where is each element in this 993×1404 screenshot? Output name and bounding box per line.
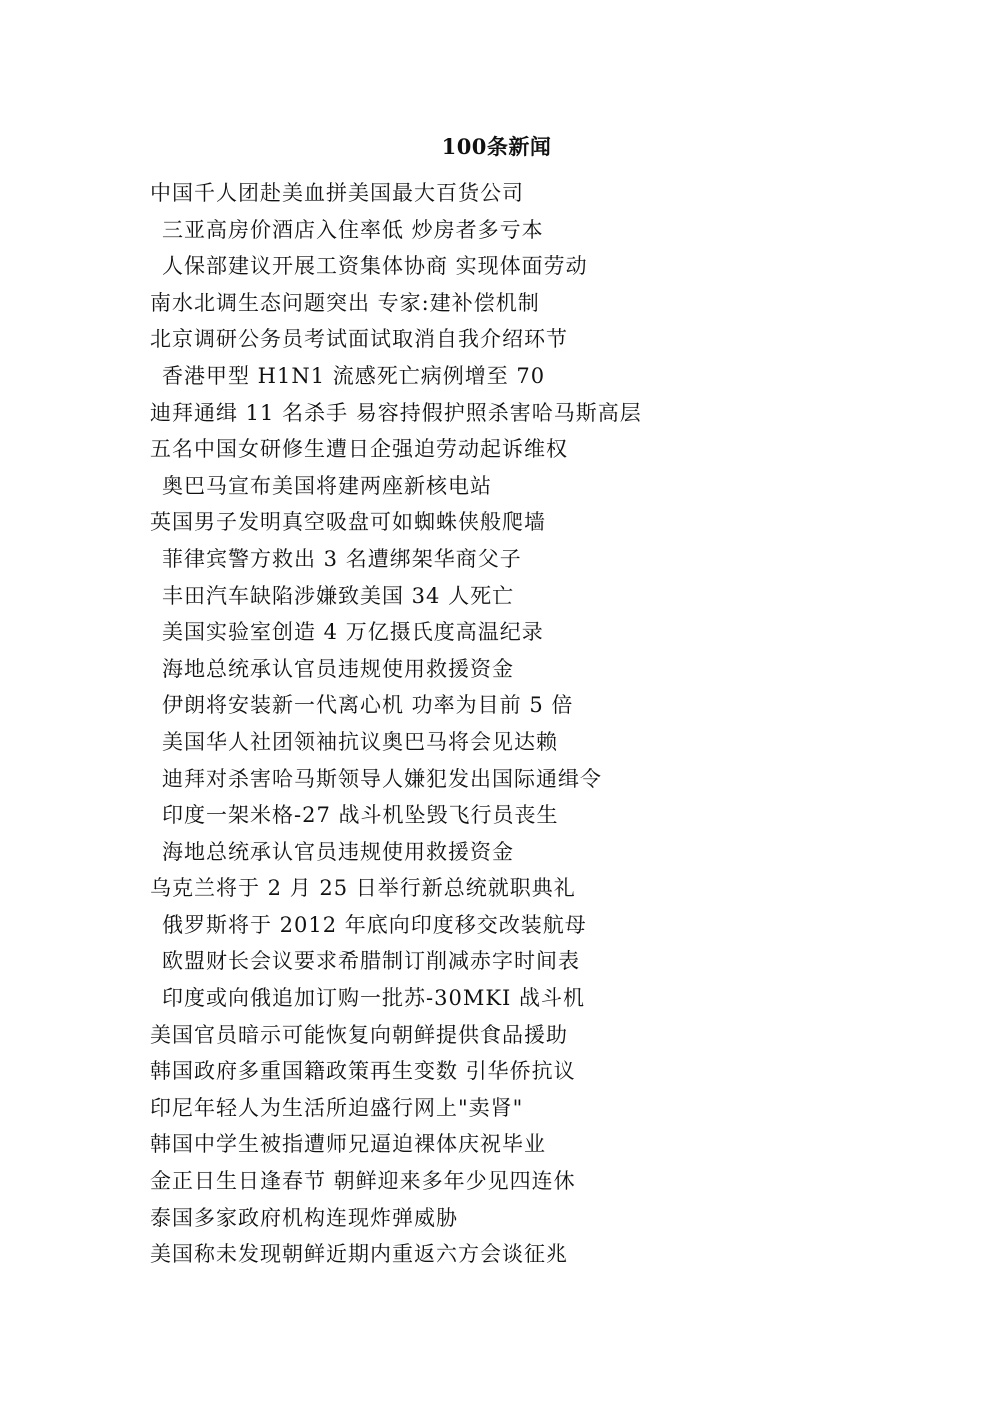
news-headline-list [150, 175, 910, 1273]
news-headline: 菲律宾警方救出 3 名遭绑架华商父子 [162, 546, 522, 571]
news-headline: 印度或向俄追加订购一批苏-30MKI 战斗机 [162, 986, 585, 1011]
news-headline: 美国称未发现朝鲜近期内重返六方会谈征兆 [150, 1242, 568, 1267]
news-headline: 乌克兰将于 2 月 25 日举行新总统就职典礼 [150, 876, 576, 901]
news-headline: 美国华人社团领袖抗议奥巴马将会见达赖 [162, 729, 558, 754]
news-headline: 印度一架米格-27 战斗机坠毁飞行员丧生 [162, 803, 559, 828]
news-headline: 迪拜通缉 11 名杀手 易容持假护照杀害哈马斯高层 [150, 400, 642, 425]
news-headline: 人保部建议开展工资集体协商 实现体面劳动 [162, 254, 588, 279]
news-headline: 海地总统承认官员违规使用救援资金 [162, 656, 514, 681]
news-headline: 奥巴马宣布美国将建两座新核电站 [162, 473, 492, 498]
news-headline: 南水北调生态问题突出 专家:建补偿机制 [150, 290, 540, 315]
news-headline: 韩国中学生被指遭师兄逼迫裸体庆祝毕业 [150, 1132, 546, 1157]
news-headline: 丰田汽车缺陷涉嫌致美国 34 人死亡 [162, 583, 515, 608]
news-headline: 香港甲型 H1N1 流感死亡病例增至 70 [162, 363, 546, 388]
news-headline: 金正日生日逢春节 朝鲜迎来多年少见四连休 [150, 1169, 576, 1194]
news-headline: 韩国政府多重国籍政策再生变数 引华侨抗议 [150, 1059, 576, 1084]
news-headline: 五名中国女研修生遭日企强迫劳动起诉维权 [150, 437, 568, 462]
news-headline: 欧盟财长会议要求希腊制订削减赤字时间表 [162, 949, 580, 974]
news-headline: 泰国多家政府机构连现炸弹威胁 [150, 1205, 458, 1230]
news-headline: 俄罗斯将于 2012 年底向印度移交改装航母 [162, 912, 587, 937]
news-headline: 中国千人团赴美血拼美国最大百货公司 [150, 181, 524, 205]
news-headline: 印尼年轻人为生活所迫盛行网上"卖肾" [150, 1095, 524, 1120]
news-headline: 海地总统承认官员违规使用救援资金 [162, 839, 514, 864]
news-headline: 三亚高房价酒店入住率低 炒房者多亏本 [162, 217, 544, 242]
document-title: 100条新闻 [441, 134, 552, 159]
news-headline: 英国男子发明真空吸盘可如蜘蛛侠般爬墙 [150, 510, 546, 535]
news-headline: 伊朗将安装新一代离心机 功率为目前 5 倍 [162, 693, 574, 718]
news-headline: 美国官员暗示可能恢复向朝鲜提供食品援助 [150, 1022, 568, 1047]
news-headline: 美国实验室创造 4 万亿摄氏度高温纪录 [162, 620, 544, 645]
news-headline: 北京调研公务员考试面试取消自我介绍环节 [150, 327, 568, 352]
news-headline: 迪拜对杀害哈马斯领导人嫌犯发出国际通缉令 [162, 766, 602, 791]
